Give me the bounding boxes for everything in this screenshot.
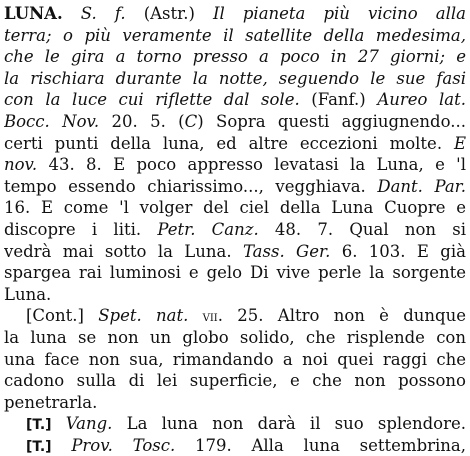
- entry-line: [4, 133, 466, 155]
- text-run: [Cont.]: [26, 306, 99, 326]
- section-mark: [T.]: [26, 438, 52, 455]
- small-caps-run: vii: [202, 309, 218, 326]
- entry-line: [4, 89, 466, 111]
- text-run: (Fanf.): [299, 90, 378, 110]
- italic-run: C: [184, 111, 198, 131]
- text-run: certi punti della luna, ed altre eccezioni molte.: [4, 133, 454, 153]
- text-run: vedrà mai sotto la Luna.: [4, 241, 243, 261]
- italic-run: Bocc. Nov.: [4, 111, 100, 131]
- italic-run: E: [453, 133, 466, 153]
- entry-line: [4, 392, 466, 414]
- italic-run: la rischiara durante la notte, seguendo le sue fasi: [4, 68, 466, 88]
- entry-line: [4, 25, 466, 47]
- italic-run: Spet. nat.: [98, 306, 189, 326]
- text-run: 43. 8. E poco appresso levatasi la Luna, e 'l: [37, 155, 466, 175]
- text-run: (Astr.): [125, 4, 213, 23]
- entry-line: [4, 327, 466, 349]
- entry-line: [4, 46, 466, 68]
- text-run: una face non sua, rimandando a noi quei raggi che: [4, 349, 466, 369]
- text-run: 48. 7. Qual non si: [258, 219, 466, 239]
- text-run: cadono sulla di lei superficie, e che non possono: [4, 371, 466, 391]
- entry-line: [4, 413, 466, 435]
- text-run: 16. E come 'l volger del ciel della Luna Cuopre e: [4, 198, 466, 218]
- italic-run: terra; o più veramente il satellite della medesima,: [4, 25, 466, 45]
- text-run: la luna se non un globo solido, che risplende con: [4, 327, 466, 347]
- entry-line: [4, 305, 466, 327]
- italic-run: nov.: [4, 155, 38, 175]
- entry-line: [4, 370, 466, 392]
- text-run: 179. Alla luna settembrina,: [175, 435, 466, 455]
- entry-line: [4, 435, 466, 456]
- entry-line: [4, 241, 466, 263]
- text-run: tempo essendo chiarissimo..., vegghiava.: [4, 176, 378, 196]
- entry-line: [4, 349, 466, 371]
- text-run: La luna non darà il suo splendore.: [112, 414, 466, 434]
- italic-run: Dant. Par.: [377, 176, 466, 196]
- entry-line: [4, 111, 466, 133]
- text-run: Luna.: [4, 284, 52, 304]
- italic-run: che le gira a torno presso a poco in 27 giorni; e: [4, 47, 466, 67]
- italic-run: Il pianeta più vicino alla: [212, 4, 466, 23]
- italic-run: Vang.: [65, 414, 113, 434]
- entry-line: [4, 284, 466, 306]
- headword: LUNA.: [4, 4, 63, 23]
- entry-line: [4, 176, 466, 198]
- text-run: 6. 103. E già: [330, 241, 466, 261]
- text-run: spargea rai luminosi e gelo Di vive perle la sorgente: [4, 263, 466, 283]
- section-mark: [T.]: [26, 417, 52, 434]
- entry-line: [4, 3, 466, 25]
- text-run: . 25. Altro non è dunque: [217, 306, 466, 326]
- text-run: discopre i liti.: [4, 219, 158, 239]
- italic-run: Prov. Tosc.: [71, 435, 176, 455]
- entry-line: [4, 262, 466, 284]
- text-run: [52, 436, 72, 455]
- italic-run: Petr. Canz.: [157, 219, 259, 239]
- italic-run: Aureo lat.: [377, 90, 466, 110]
- italic-run: S. f.: [62, 4, 126, 23]
- entry-line: [4, 154, 466, 176]
- text-run: 20. 5. (: [99, 111, 185, 131]
- text-run: [52, 414, 66, 433]
- entry-line: [4, 197, 466, 219]
- italic-run: Tass. Ger.: [242, 241, 331, 261]
- text-run: penetrarla.: [4, 392, 98, 412]
- text-run: ) Sopra questi aggiugnendo...: [197, 111, 466, 131]
- entry-line: [4, 68, 466, 90]
- text-run: [188, 306, 202, 325]
- entry-line: [4, 219, 466, 241]
- italic-run: con la luce cui riflette dal sole.: [4, 90, 300, 110]
